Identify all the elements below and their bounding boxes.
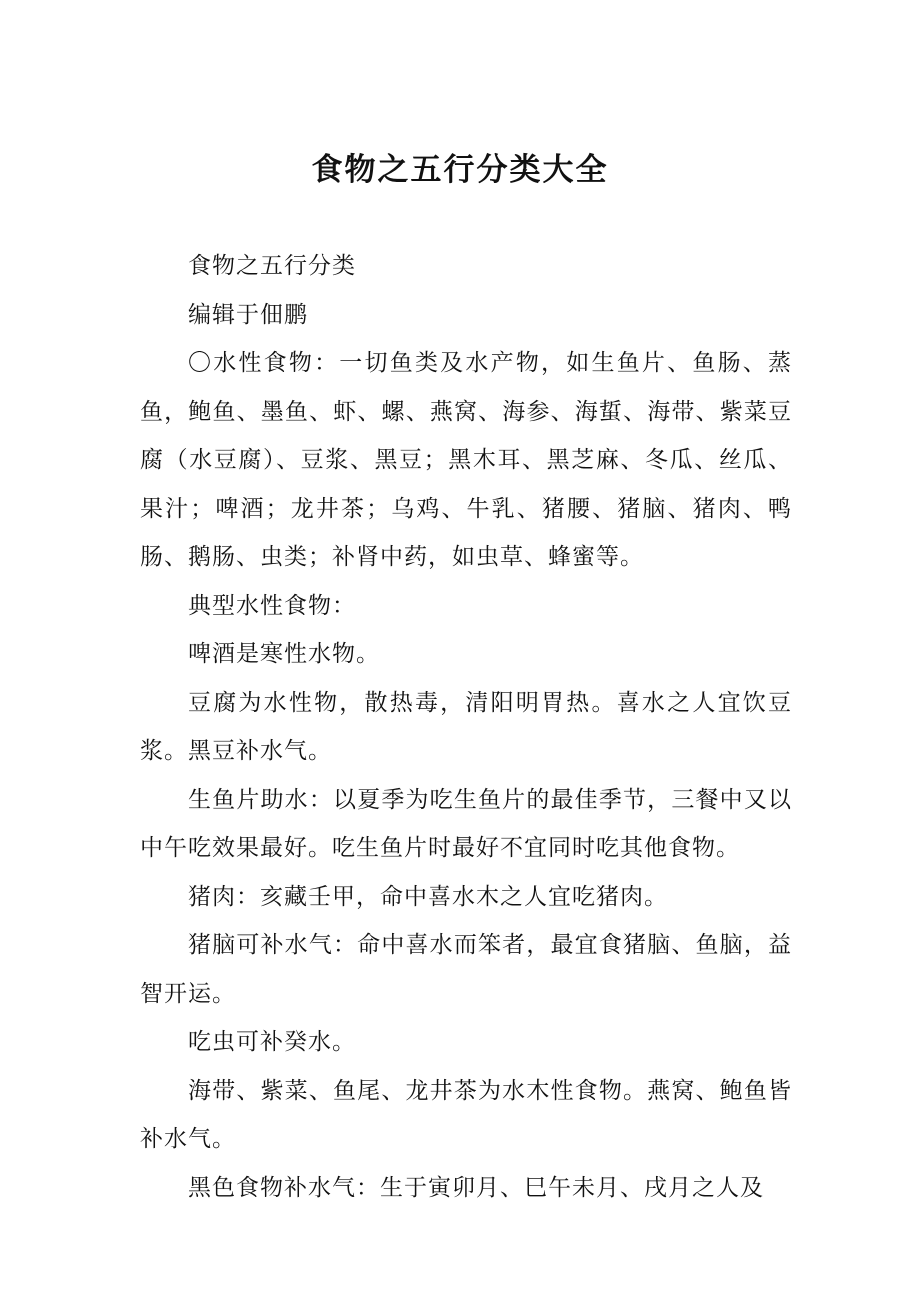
paragraph: 编辑于佃鹏 [188,301,308,328]
paragraph: 猪肉：亥藏壬甲，命中喜水木之人宜吃猪肉。 [188,883,668,910]
document-body [140,242,792,1212]
paragraph: 典型水性食物： [188,592,356,619]
paragraph: 生鱼片助水：以夏季为吃生鱼片的最佳季节，三餐中又以中午吃效果最好。吃生鱼片时最好不宜同时吃其他食物。 [140,786,792,861]
paragraph: 吃虫可补癸水。 [188,1029,356,1055]
paragraph: 啤酒是寒性水物。 [188,641,380,667]
paragraph: 豆腐为水性物，散热毒，清阳明胃热。喜水之人宜饮豆浆。黑豆补水气。 [140,689,792,764]
paragraph: 猪脑可补水气：命中喜水而笨者，最宜食猪脑、鱼脑，益智开运。 [140,932,792,1007]
paragraph: 海带、紫菜、鱼尾、龙井茶为水木性食物。燕窝、鲍鱼皆补水气。 [140,1077,792,1152]
paragraph: 〇水性食物：一切鱼类及水产物，如生鱼片、鱼肠、蒸鱼，鲍鱼、墨鱼、虾、螺、燕窝、海参、海蜇、海带、紫菜豆腐（水豆腐）、豆浆、黑豆；黑木耳、黑芝麻、冬瓜、丝瓜、果汁；啤酒；龙井茶；乌鸡、牛乳、猪腰、猪脑、猪肉、鸭肠、鹅肠、虫类；补肾中药，如虫草、蜂蜜等。 [140,350,792,570]
paragraph: 食物之五行分类 [188,253,356,279]
document-title: 食物之五行分类大全 [311,152,609,188]
paragraph: 黑色食物补水气：生于寅卯月、巳午未月、戌月之人及 [188,1174,764,1201]
